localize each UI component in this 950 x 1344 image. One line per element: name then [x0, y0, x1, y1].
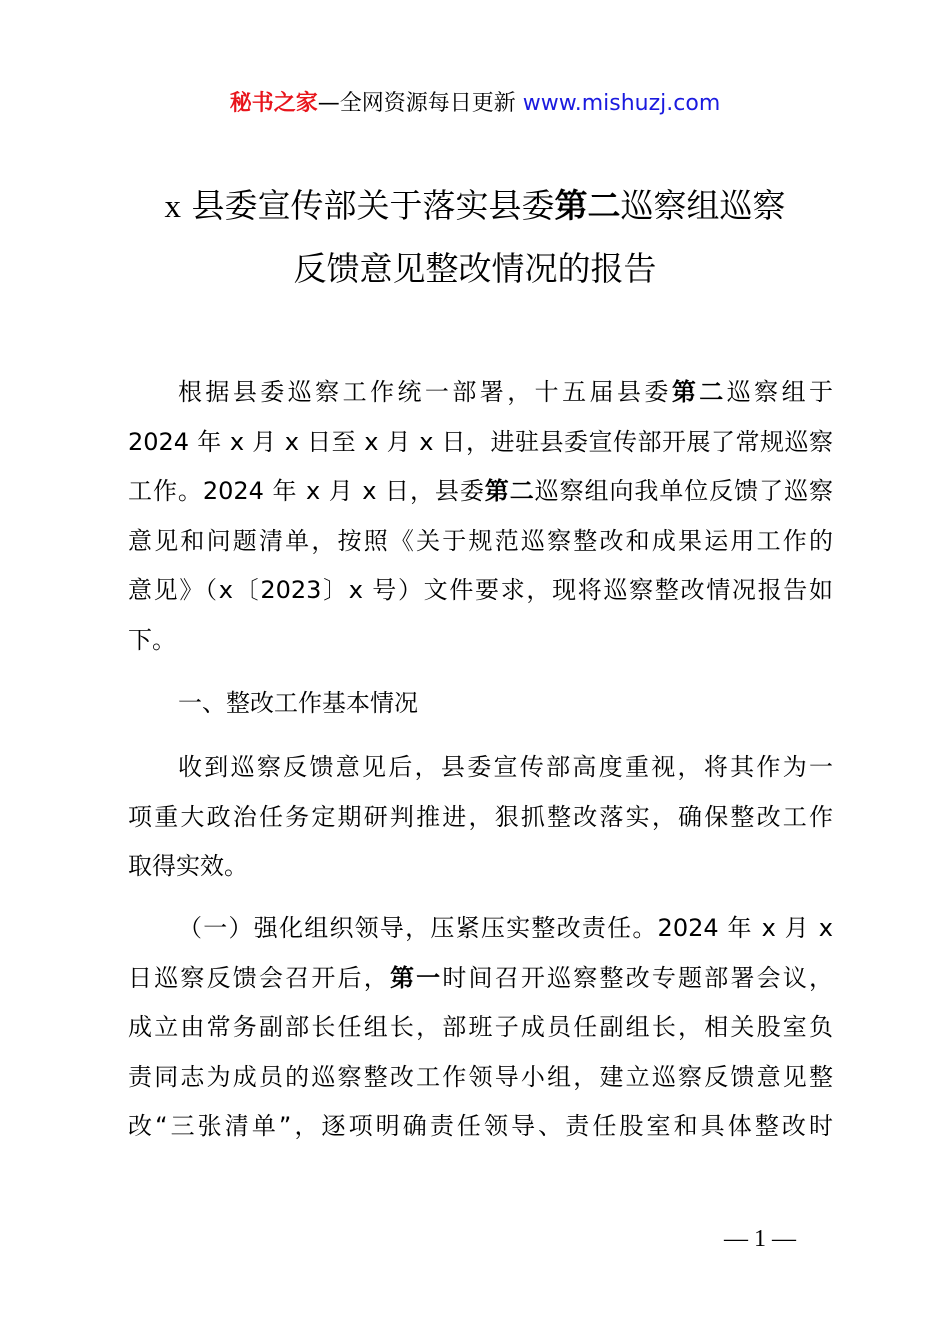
text-line: 项重大政治任务定期研判推进，狠抓整改落实，确保整改工作 [128, 802, 833, 831]
document-title-line-2: 反馈意见整改情况的报告 [293, 249, 657, 288]
text-line: 收到巡察反馈意见后，县委宣传部高度重视，将其作为一 [178, 753, 833, 781]
text-line: 日巡察反馈会召开后，第一时间召开巡察整改专题部署会议， [128, 963, 834, 992]
text-line: 取得实效。 [128, 852, 248, 881]
section-heading: 一、整改工作基本情况 [178, 689, 418, 717]
text-line: （一）强化组织领导，压紧压实整改责任。2024 年 x 月 x [178, 914, 833, 942]
header-tagline: —全网资源每日更新 [317, 91, 523, 116]
text-line: 下。 [128, 625, 176, 654]
watermark-header [0, 86, 950, 122]
text-line: 改“三张清单”，逐项明确责任领导、责任股室和具体整改时 [128, 1112, 833, 1141]
text-line: 工作。2024 年 x 月 x 日，县委第二巡察组向我单位反馈了巡察 [128, 477, 834, 506]
text-line: 责同志为成员的巡察整改工作领导小组，建立巡察反馈意见整 [128, 1062, 833, 1091]
text-line: 根据县委巡察工作统一部署，十五届县委第二巡察组于 [178, 378, 834, 406]
title-bold: 第二 [554, 186, 621, 225]
document-title-line-1 [0, 186, 950, 227]
title-text-b: 巡察组巡察 [620, 186, 786, 225]
page-number: — 1 — [724, 1226, 796, 1252]
brand-name: 秘书之家 [229, 91, 318, 116]
section-paragraph-2 [128, 904, 833, 1152]
section-paragraph-1 [128, 743, 833, 892]
text-line: 成立由常务副部长任组长，部班子成员任副组长，相关股室负 [128, 1013, 833, 1042]
title-prefix: x [164, 189, 181, 225]
text-line: 2024 年 x 月 x 日至 x 月 x 日，进驻县委宣传部开展了常规巡察 [128, 427, 833, 456]
site-link[interactable]: www.mishuzj.com [522, 91, 721, 116]
text-line: 意见和问题清单，按照《关于规范巡察整改和成果运用工作的 [128, 526, 833, 555]
title-text-a: 县委宣传部关于落实县委 [191, 186, 555, 225]
intro-paragraph [128, 368, 833, 666]
text-line: 意见》（x〔2023〕x 号）文件要求，现将巡察整改情况报告如 [128, 576, 833, 605]
